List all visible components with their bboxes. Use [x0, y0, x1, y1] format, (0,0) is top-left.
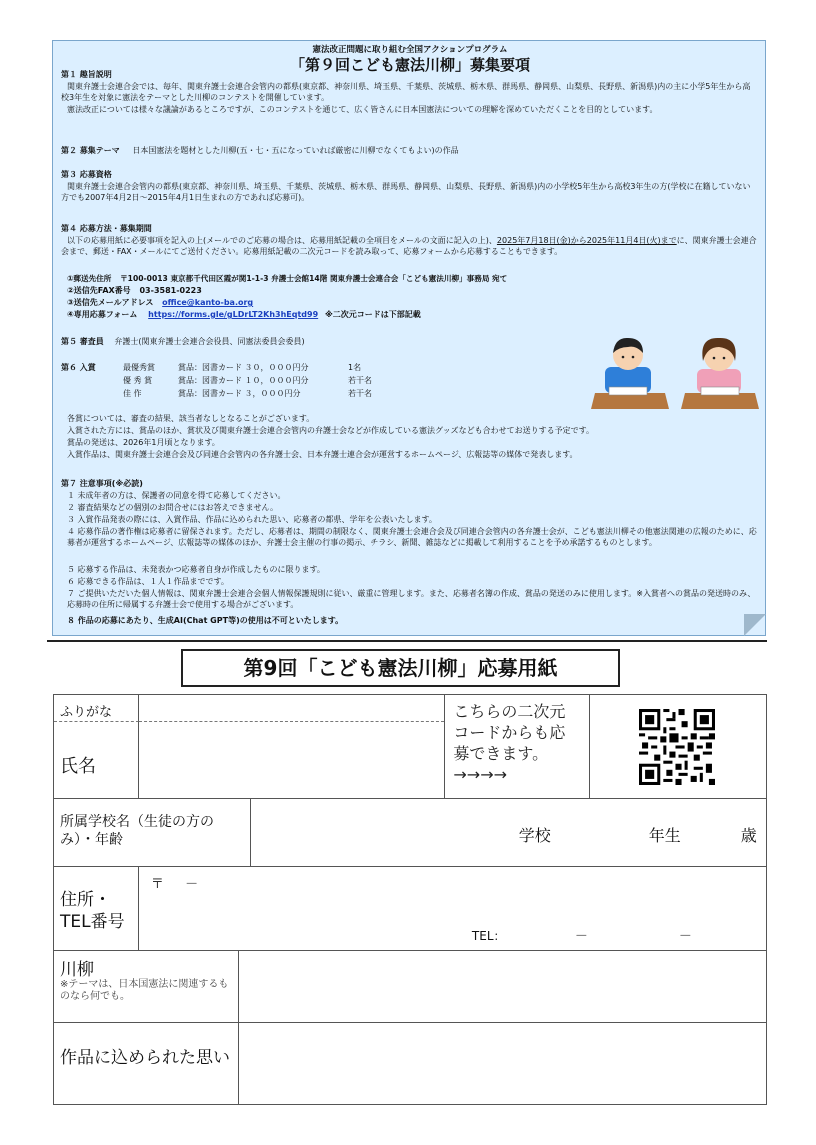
prize-row	[123, 362, 361, 373]
program-title: 憲法改正問題に取り組む全国アクションプログラム	[312, 45, 508, 55]
tel-dash: －	[574, 929, 588, 944]
studying-girl-illustration	[681, 331, 761, 411]
note-item: ６ 応募できる作品は、１人１作品までです。	[67, 577, 229, 586]
address-line	[67, 273, 507, 284]
tel-dash: －	[678, 929, 692, 944]
grade-suffix: 年生	[648, 826, 681, 845]
senryu-label: 川柳	[60, 960, 94, 980]
sec6-note-2: 入賞された方には、賞品のほか、賞状及び関東弁護士会連合会管内の弁護士会などが作成している憲法グッズなども合わせてお送りする予定です。	[67, 426, 594, 435]
address-tel-label: 住所・TEL番号	[54, 867, 139, 951]
note-item: １ 未成年者の方は、保護者の同意を得て応募してください。	[67, 491, 286, 500]
address-input[interactable]	[138, 867, 766, 951]
sec1-heading: 第１ 趣旨説明	[61, 70, 112, 79]
senryu-label-cell	[54, 951, 239, 1023]
name-label: 氏名	[54, 722, 139, 798]
address-value: 〒100-0013 東京都千代田区霞が関1-1-3 弁護士会館14階 関東弁護士会連合会「こども憲法川柳」事務局 宛て	[120, 274, 508, 283]
address-label: ①郵送先住所	[67, 274, 112, 283]
form-link[interactable]: https://forms.gle/gLDrLT2Kh3hEqtd99	[148, 310, 319, 319]
sec1-paragraph-2: 憲法改正については様々な議論があるところですが、このコンテストを通じて、広く皆さんに日本国憲法についての理解を深めていただくことを目的としています。	[67, 105, 658, 114]
tel-label: TEL：	[471, 929, 506, 943]
prize-desc: 賞品：図書カード ３０，０００円分	[178, 363, 309, 372]
sec6-note-1: 各賞については、審査の結果、該当者なしとなることがございます。	[67, 414, 315, 423]
page-curl	[744, 614, 766, 636]
name-input[interactable]	[139, 722, 444, 798]
name-cell	[54, 695, 445, 799]
mail-link[interactable]: office@kanto-ba.org	[162, 298, 254, 307]
entry-form	[53, 694, 767, 1105]
note-item: ５ 応募する作品は、未発表かつ応募者自身が作成したものに限ります。	[67, 565, 325, 574]
prize-desc: 賞品：図書カード １０，０００円分	[178, 376, 309, 385]
note-item: ４ 応募作品の著作権は応募者に留保されます。ただし、応募者は、期間の制限なく、関東弁護士会連合会及び同連合会管内の各弁護士会が、こども憲法川柳その他憲法関連の広報のために、応募者が運営するホームページ、広報誌等の媒体のほか、弁護士会主催の行事の掲示、チラシ、新聞、雑誌などに掲載して利用することを予め承諾するものとします。	[67, 527, 757, 548]
sec2-text: 日本国憲法を題材とした川柳(五・七・五になっていれば厳密に川柳でなくてもよい)の作品	[132, 146, 459, 155]
senryu-note: ※テーマは、日本国憲法に関連するものなら何でも。	[60, 979, 229, 1002]
note-item: ３ 入賞作品発表の際には、入賞作品、作品に込められた思い、応募者の都県、学年を公表いたします。	[67, 515, 437, 524]
fax-line	[67, 285, 202, 296]
sec4-text-a: 以下の応募用紙に必要事項を記入の上(メールでのご応募の場合は、応募用紙記載の全項目をメールの文面に記入の上)、	[67, 236, 497, 245]
note-item: ２ 審査結果などの個別のお問合せにはお答えできません。	[67, 503, 279, 512]
prize-name: 最優秀賞	[123, 363, 155, 372]
form-note: ※二次元コードは下部記載	[324, 310, 421, 319]
form-line	[67, 309, 421, 320]
sec6-heading: 第６ 入賞	[61, 363, 96, 372]
qr-cell	[590, 695, 767, 799]
sec1-paragraph-1: 関東弁護士会連合会では、毎年、関東弁護士会連合会管内の都県(東京都、神奈川県、埼玉県、千葉県、茨城県、栃木県、群馬県、静岡県、山梨県、長野県、新潟県)内の主に小学5年生から高校3年生を対象に憲法をテーマとした川柳のコンテストを開催しています。	[61, 82, 751, 103]
fax-value: 03-3581-0223	[139, 286, 202, 295]
note-item: ７ ご提供いただいた個人情報は、関東弁護士会連合会個人情報保護規則に従い、厳重に管理します。また、応募者名簿の作成、賞品の発送のみに使用します。※入賞者への賞品の発送時のみ、応募時の住所に帰属する弁護士会で使用する場合がございます。	[67, 589, 756, 610]
fax-label: ②送信先FAX番号	[67, 286, 131, 295]
sec4-period: 2025年7月18日(金)から2025年11月4日(火)まで	[496, 236, 677, 245]
prize-count: 若干名	[348, 389, 372, 398]
school-label: 所属学校名（生徒の方のみ）・年齢	[54, 799, 251, 867]
prize-row	[123, 375, 372, 386]
prize-count: 若干名	[348, 376, 372, 385]
school-input[interactable]	[250, 799, 766, 867]
thoughts-input[interactable]	[238, 1023, 766, 1105]
postal-mark: 〒 －	[150, 877, 199, 892]
section-divider	[47, 640, 767, 642]
sec6-note-3: 賞品の発送は、2026年1月頃となります。	[67, 438, 220, 447]
note-item: ８ 作品の応募にあたり、生成AI(Chat GPT等)の使用は不可といたします。	[67, 616, 344, 625]
sec6-note-4: 入賞作品は、関東弁護士会連合会及び同連合会管内の各弁護士会、日本弁護士連合会が運営するホームページ、広報誌等の媒体で発表します。	[67, 450, 578, 459]
mail-line	[67, 297, 253, 308]
age-suffix: 歳	[740, 826, 757, 845]
prize-row	[123, 388, 372, 399]
sec5-text: 弁護士(関東弁護士会連合会役員、同憲法委員会委員)	[114, 337, 305, 346]
qr-code-icon[interactable]	[639, 709, 715, 785]
form-title: 第9回「こども憲法川柳」応募用紙	[181, 649, 620, 687]
mail-label: ③送信先メールアドレス	[67, 298, 154, 307]
sec3-heading: 第３ 応募資格	[61, 170, 112, 179]
sec3-text: 関東弁護士会連合会管内の都県(東京都、神奈川県、埼玉県、千葉県、茨城県、栃木県、群馬県、静岡県、山梨県、長野県、新潟県)内の小学校5年生から高校3年生の方(学校に在籍していない方でも2007年4月2日～2015年4月1日生まれの方であれば応募可)。	[61, 182, 751, 203]
furigana-input[interactable]	[139, 695, 444, 722]
sec2	[61, 145, 459, 156]
prize-count: 1名	[348, 363, 362, 372]
thoughts-label: 作品に込められた思い	[54, 1023, 239, 1105]
studying-boy-illustration	[591, 331, 671, 411]
furigana-label: ふりがな	[54, 695, 139, 722]
sec2-heading: 第２ 募集テーマ	[61, 146, 120, 155]
sec5-heading: 第５ 審査員	[61, 337, 104, 346]
sec5	[61, 336, 305, 347]
school-suffix: 学校	[518, 826, 551, 845]
form-label: ④専用応募フォーム	[67, 310, 138, 319]
senryu-input[interactable]	[238, 951, 766, 1023]
prize-name: 佳 作	[123, 389, 142, 398]
sec4-text	[61, 235, 757, 258]
prize-name: 優 秀 賞	[123, 376, 153, 385]
main-title: 「第９回こども憲法川柳」募集要項	[289, 56, 530, 74]
sec7-heading: 第７ 注意事項(※必読)	[61, 479, 143, 488]
guidelines-box	[52, 40, 766, 636]
qr-hint: こちらの二次元コードからも応募できます。→→→→	[445, 695, 590, 799]
sec4-text-b: に、関東弁護士会連合会まで、郵送・FAX・メールにてご送付ください。応募用紙記載の二次元コードを読み取って、応募フォームから応募することもできます。	[61, 236, 757, 257]
prize-desc: 賞品：図書カード ３，０００円分	[178, 389, 301, 398]
sec4-heading: 第４ 応募方法・募集期間	[61, 224, 152, 233]
